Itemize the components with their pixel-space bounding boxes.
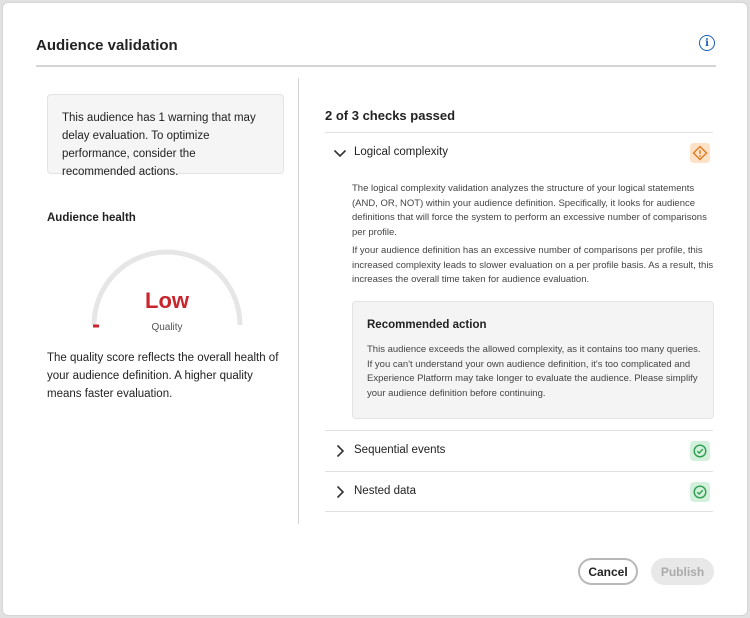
check-circle-icon [690,441,710,461]
chevron-down-icon[interactable] [333,146,347,160]
divider [325,511,713,512]
recommended-action-title: Recommended action [367,319,487,331]
check-row-sequential-events[interactable] [325,441,713,461]
header-divider [36,65,716,67]
publish-button[interactable]: Publish [651,558,714,585]
chevron-right-icon[interactable] [333,444,347,458]
recommended-action-text: This audience exceeds the allowed complexity, as it contains too many queries. If you can't understand your own audience definition, it's too complicated and Experience Platform may take longer to evaluate the audience. Please simplify your audience definition before continuing. [367,344,701,399]
warning-message-box [47,94,284,178]
health-description: The quality score reflects the overall health of your audience definition. A higher quality means faster evaluation. [47,352,279,400]
warning-message-text: This audience has 1 warning that may delay evaluation. To optimize performance, consider the recommended actions. [62,112,256,178]
divider [325,132,713,133]
check-label: Logical complexity [354,146,448,158]
cancel-button[interactable]: Cancel [578,558,638,585]
info-icon[interactable]: i [699,35,715,51]
dialog-title: Audience validation [36,37,178,54]
chevron-right-icon[interactable] [333,485,347,499]
divider [325,471,713,472]
warning-diamond-icon [690,143,710,163]
check-label: Sequential events [354,444,446,456]
column-divider [298,78,299,524]
quality-label: Quality [151,322,183,333]
check-label: Nested data [354,485,417,497]
divider [325,430,713,431]
check-circle-icon [690,482,710,502]
quality-status-text: Low [145,288,189,313]
recommended-action-box [352,301,714,419]
check-row-nested-data[interactable] [325,482,713,502]
logical-complexity-description: The logical complexity validation analyzes the structure of your logical statements (AND, OR, NOT) within your audience definition. Specifically, it looks for audience definitions that will force the system to perform an excessive number of comparisons per profile. [352,183,707,238]
check-row-logical-complexity[interactable] [325,143,713,163]
audience-health-heading: Audience health [47,212,136,224]
checks-summary: 2 of 3 checks passed [325,108,456,123]
logical-complexity-impact: If your audience definition has an excessive number of comparisons per profile, this increased complexity leads to slower evaluation on a per profile basis. As a result, this increases the overall time taken for audience evaluation. [352,245,714,285]
